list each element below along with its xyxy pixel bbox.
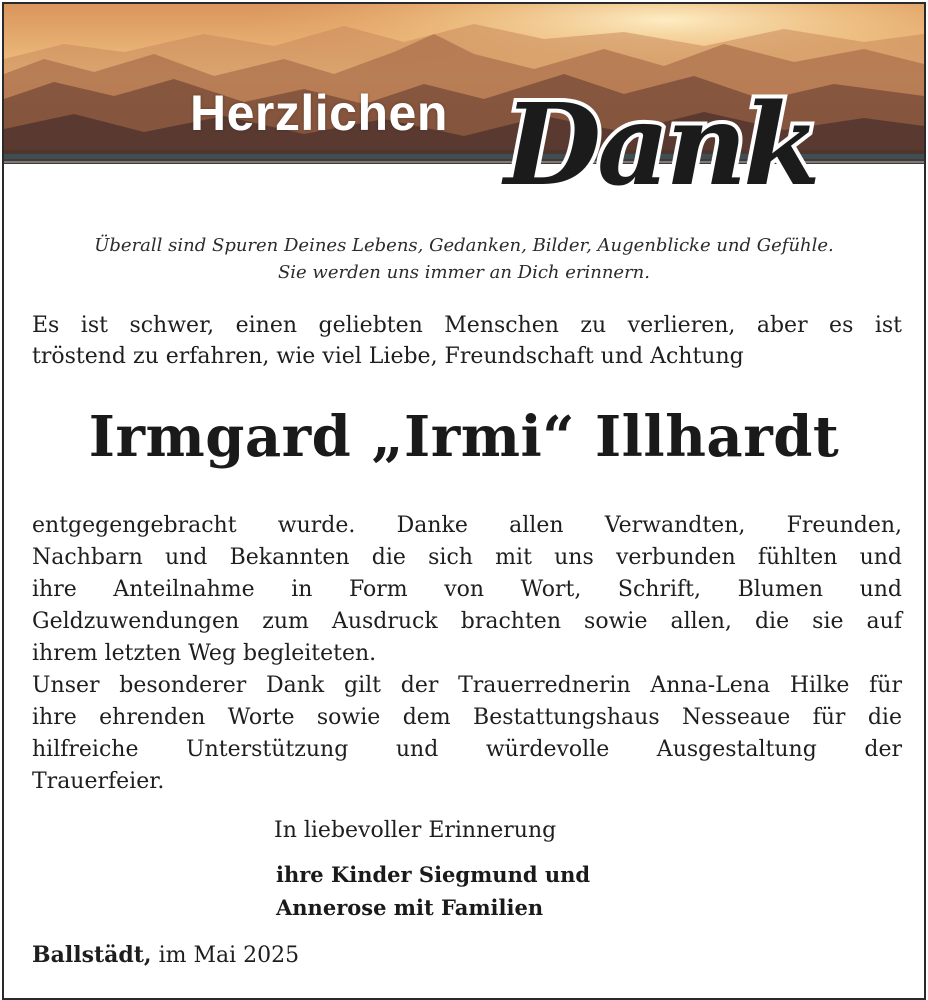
title-herzlichen: Herzlichen [190, 85, 448, 141]
closing-phrase: In liebevoller Erinnerung [274, 818, 557, 843]
body-line: hilfreiche Unterstützung und würdevolle Ausgestaltung der [32, 737, 902, 762]
deceased-name: Irmgard „Irmi“ Illhardt [88, 404, 840, 470]
title-dank-script [494, 82, 914, 212]
body-line: ihrem letzten Weg begleiteten. [32, 641, 377, 666]
intro-line-1: Es ist schwer, einen geliebten Menschen zu verlieren, aber es ist [32, 313, 902, 338]
obituary-card [2, 2, 926, 1000]
place: Ballstädt, [32, 942, 152, 968]
body-line: ihre ehrenden Worte sowie dem Bestattungshaus Nesseaue für die [32, 705, 902, 730]
signers-line-1: ihre Kinder Siegmund und [276, 862, 591, 887]
body-line: ihre Anteilnahme in Form von Wort, Schrift, Blumen und [32, 577, 902, 602]
title-dank-wrap [494, 82, 914, 212]
date: im Mai 2025 [158, 943, 300, 968]
place-date [32, 942, 299, 968]
thanks-paragraph [32, 510, 902, 798]
body-line: Nachbarn und Bekannten die sich mit uns verbunden fühlten und [32, 545, 902, 570]
body-line: Trauerfeier. [32, 769, 165, 794]
body-line: entgegengebracht wurde. Danke allen Verwandten, Freunden, [32, 513, 902, 538]
signers-line-2: Annerose mit Familien [276, 895, 544, 920]
intro-line-2: tröstend zu erfahren, wie viel Liebe, Freundschaft und Achtung [32, 344, 744, 369]
quote-line-2: Sie werden uns immer an Dich erinnern. [277, 262, 651, 283]
body-line: Unser besonderer Dank gilt der Trauerrednerin Anna-Lena Hilke für [32, 673, 902, 698]
signers [276, 858, 590, 924]
title-dank: Dank [504, 82, 817, 211]
body-line: Geldzuwendungen zum Ausdruck brachten sowie allen, die sie auf [32, 609, 902, 634]
intro-paragraph [32, 310, 902, 372]
quote-line-1: Überall sind Spuren Deines Lebens, Gedanken, Bilder, Augenblicke und Gefühle. [94, 235, 834, 256]
memorial-quote [4, 232, 924, 286]
